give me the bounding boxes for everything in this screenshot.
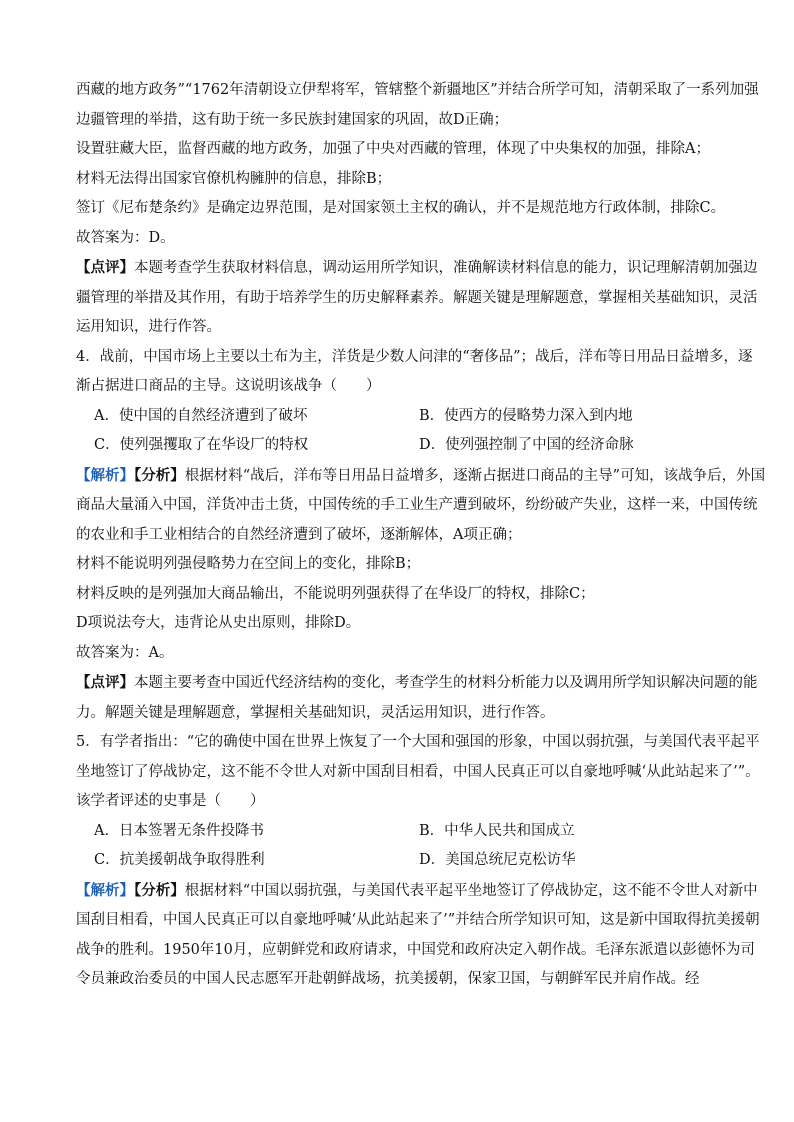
q3-exclude-b: 材料无法得出国家官僚机构臃肿的信息，排除B； — [76, 170, 392, 187]
q5-option-c: C．抗美援朝战争取得胜利 — [94, 852, 265, 868]
q3-comment — [76, 253, 766, 343]
q4-comment — [76, 668, 766, 728]
document-page — [76, 76, 766, 995]
comment-tag: 【点评】 — [76, 674, 134, 691]
analysis-tag: 【解析】 — [76, 881, 134, 899]
q4-stem: 4．战前，中国市场上主要以土布为主，洋货是少数人问津的“奢侈品”；战后，洋布等日用品日益增多，逐渐占据进口商品的主导。这说明该战争（ ） — [76, 348, 753, 394]
q4-option-b: B．使西方的侵略势力深入到内地 — [419, 407, 633, 424]
q4-exclude-c: 材料反映的是列强加大商品输出，不能说明列强获得了在华设厂的特权，排除C； — [76, 585, 595, 602]
analysis-sub-tag: 【分析】 — [134, 466, 185, 484]
comment-tag: 【点评】 — [76, 259, 134, 276]
q4-answer: 故答案为：A。 — [76, 644, 174, 661]
analysis-tag: 【解析】 — [76, 466, 134, 484]
q4-option-c: C．使列强攫取了在华设厂的特权 — [94, 437, 309, 453]
q5-option-b: B．中华人民共和国成立 — [419, 822, 575, 839]
q3-exclude-a: 设置驻藏大臣，监督西藏的地方政务，加强了中央对西藏的管理，体现了中央集权的加强，排除A； — [76, 141, 710, 157]
q4-options — [76, 402, 766, 461]
q5-stem: 5．有学者指出：“它的确使中国在世界上恢复了一个大国和强国的形象，中国以弱抗强，与美国代表平起平坐地签订了停战协定，这不能不令世人对新中国刮目相看，中国人民真正可以自豪地呼喊‘从此站起来了’”。该学者评述的史事是（ ） — [76, 734, 760, 809]
analysis-text: 根据材料“战后，洋布等日用品日益增多，逐渐占据进口商品的主导”可知，该战争后，外国商品大量涌入中国，洋货冲击土货，中国传统的手工业生产遭到破坏，纷纷破产失业，这样一来，中国传统的农业和手工业相结合的自然经济遭到了破坏，逐渐解体，A项正确； — [76, 467, 766, 543]
q4-analysis — [76, 461, 766, 551]
q4-exclude-d: D项说法夸大，违背论从史出原则，排除D。 — [76, 615, 361, 631]
q4-option-d: D．使列强控制了中国的经济命脉 — [419, 437, 634, 453]
q4-option-a: A．使中国的自然经济遭到了破坏 — [94, 407, 308, 424]
analysis-text: 根据材料“中国以弱抗强，与美国代表平起平坐地签订了停战协定，这不能不令世人对新中国刮目相看，中国人民真正可以自豪地呼喊‘从此站起来了’”并结合所学知识可知，这是新中国取得抗美援朝战争的胜利。1950年10月，应朝鲜党和政府请求，中国党和政府决定入朝作战。毛泽东派遣以彭德怀为司令员兼政治委员的中国人民志愿军开赴朝鲜战场，抗美援朝，保家卫国，与朝鲜军民并肩作战。经 — [76, 882, 760, 987]
q3-answer: 故答案为：D。 — [76, 229, 175, 246]
q5-options — [76, 817, 766, 876]
q4-exclude-b: 材料不能说明列强侵略势力在空间上的变化，排除B； — [76, 556, 421, 572]
q5-option-a: A．日本签署无条件投降书 — [94, 822, 264, 839]
q3-analysis-line: 西藏的地方政务”“1762年清朝设立伊犁将军，管辖整个新疆地区”并结合所学可知，清朝采取了一系列加强边疆管理的举措，这有助于统一多民族封建国家的巩固，故D正确； — [76, 82, 759, 128]
q3-exclude-c: 签订《尼布楚条约》是确定边界范围，是对国家领土主权的确认，并不是规范地方行政体制，排除C。 — [76, 200, 726, 216]
comment-text: 本题考查学生获取材料信息，调动运用所学知识，准确解读材料信息的能力，识记理解清朝加强边疆管理的举措及其作用，有助于培养学生的历史解释素养。解题关键是理解题意，掌握相关基础知识，灵活运用知识，进行作答。 — [76, 260, 758, 335]
comment-text: 本题主要考查中国近代经济结构的变化，考查学生的材料分析能力以及调用所学知识解决问题的能力。解题关键是理解题意，掌握相关基础知识，灵活运用知识，进行作答。 — [76, 675, 758, 721]
q5-option-d: D．美国总统尼克松访华 — [419, 852, 576, 868]
q5-analysis — [76, 876, 766, 995]
analysis-sub-tag: 【分析】 — [134, 881, 185, 899]
